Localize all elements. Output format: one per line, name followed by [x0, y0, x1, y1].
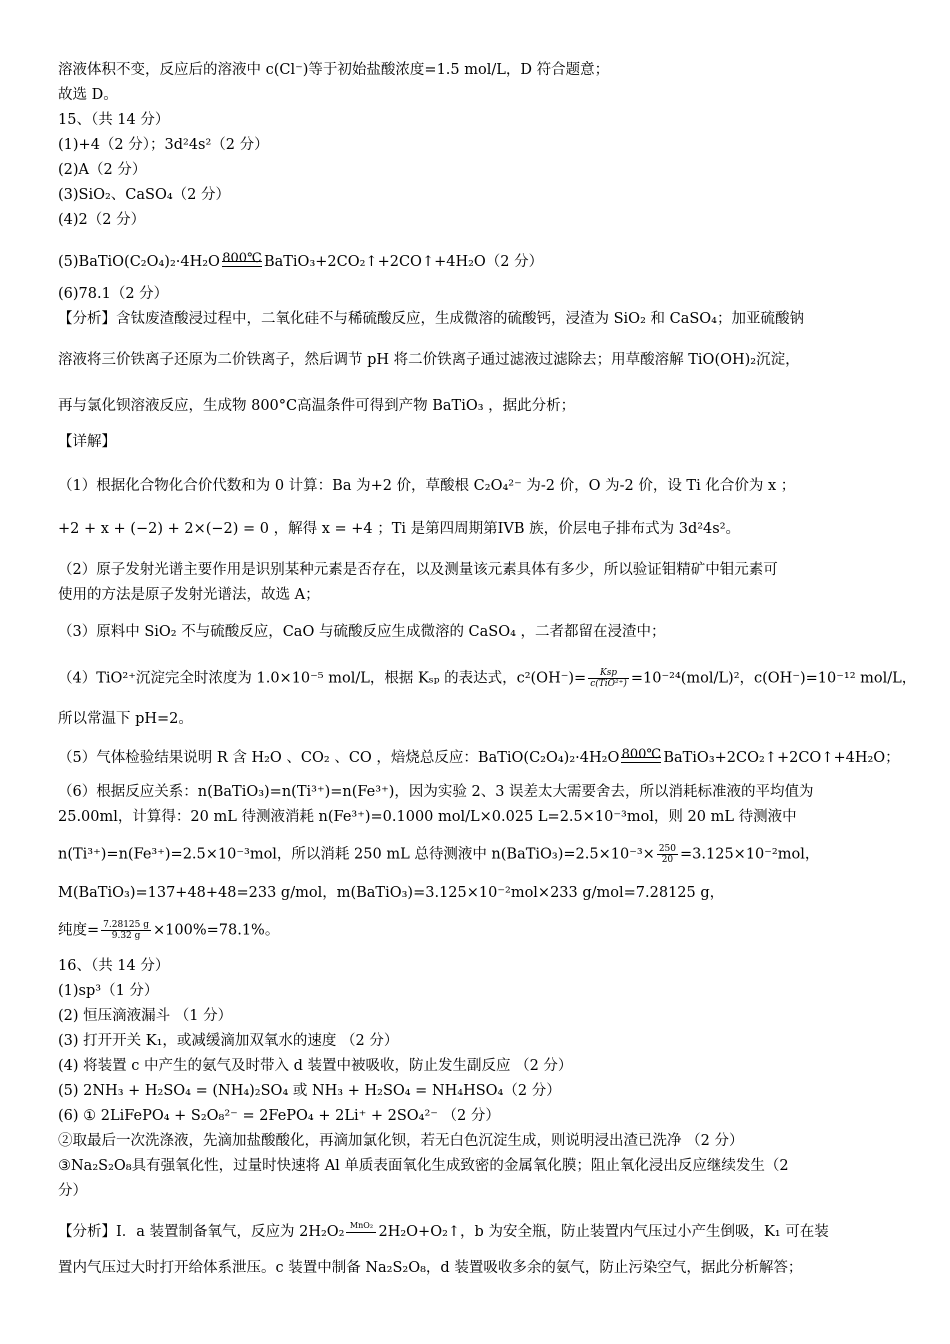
section-heading-16: 16、（共 14 分） — [58, 958, 170, 974]
detail-line: 使用的方法是原子发射光谱法，故选 A； — [58, 587, 320, 603]
detail-line: 所以常温下 pH=2。 — [58, 711, 193, 727]
detail-line: （2）原子发射光谱主要作用是识别某种元素是否存在，以及测量该元素具体有多少，所以验证钼精矿中钼元素可 — [58, 562, 778, 578]
equation-product: BaTiO₃+2CO₂↑+2CO↑+4H₂O（2 分） — [263, 254, 544, 270]
answer-line: (2) 恒压滴液漏斗 （1 分） — [58, 1008, 233, 1024]
detail-line-equation: （5）气体检验结果说明 R 含 H₂O 、CO₂ 、CO ，焙烧总反应：BaTiO(C₂O₄)₂·4H₂O 800℃ BaTiO₃+2CO₂↑+2CO↑+4H₂O； — [58, 747, 900, 766]
purity-fraction: $\frac{7.28125 g}{9.32 g}$ — [103, 920, 149, 941]
analysis-line: 再与氯化钡溶液反应，生成物 800°C高温条件可得到产物 BaTiO₃ ，据此分析； — [58, 398, 576, 414]
analysis-line: 置内气压过大时打开给体系泄压。c 装置中制备 Na₂S₂O₈，d 装置吸收多余的氨气，防止污染空气，据此分析解答； — [58, 1260, 803, 1276]
text-line: 溶液体积不变，反应后的溶液中 c(Cl⁻)等于初始盐酸浓度=1.5 mol/L，D 符合题意； — [58, 62, 610, 78]
answer-line: (3) 打开开关 K₁，或减缓滴加双氧水的速度 （2 分） — [58, 1033, 399, 1049]
analysis-line-equation: 【分析】I．a 装置制备氧气，反应为 2H₂O₂ MnO₂ 2H₂O+O₂↑，b 为安全瓶，防止装置内气压过小产生倒吸，K₁ 可在装 — [58, 1221, 829, 1240]
analysis-line: 【分析】含钛废渣酸浸过程中，二氧化硅不与稀硫酸反应，生成微溶的硫酸钙，浸渣为 SiO₂ 和 CaSO₄；加亚硫酸钠 — [58, 311, 804, 327]
answer-line: (4)2（2 分） — [58, 212, 146, 228]
detail-line-ksp: （4）TiO²⁺沉淀完全时浓度为 1.0×10⁻⁵ mol/L，根据 Kₛₚ 的表达式，c²(OH⁻)= $\frac{\text{Ksp}}{\text{c(TiO²⁺)}}$ =10⁻²⁴(mol/L)²，c(OH⁻)=10⁻¹² mol/L， — [58, 668, 917, 689]
section-heading-15: 15、（共 14 分） — [58, 112, 170, 128]
ksp-fraction: $\frac{\text{Ksp}}{\text{c(TiO²⁺)}}$ — [590, 668, 627, 689]
catalyst-condition: MnO₂ — [346, 1230, 376, 1238]
detail-line-purity: 纯度= $\frac{7.28125 g}{9.32 g}$ ×100%=78.1%。 — [58, 920, 280, 941]
answer-line: ②取最后一次洗涤液，先滴加盐酸酸化，再滴加氯化钡，若无白色沉淀生成，则说明浸出渣已洗净 （2 分） — [58, 1133, 744, 1149]
answer-line-equation — [58, 252, 543, 272]
answer-line: (2)A（2 分） — [58, 162, 147, 178]
equation-reactant: (5)BaTiO(C₂O₄)₂·4H₂O — [58, 254, 220, 270]
answer-line: (1)sp³（1 分） — [58, 983, 159, 999]
answer-line: (4) 将装置 c 中产生的氨气及时带入 d 装置中被吸收，防止发生副反应 （2 分） — [58, 1058, 573, 1074]
answer-line: (3)SiO₂、CaSO₄（2 分） — [58, 187, 231, 203]
text-line: 故选 D。 — [58, 87, 118, 103]
reaction-condition: 800℃ — [222, 251, 262, 266]
answer-line: (5) 2NH₃ + H₂SO₄ = (NH₄)₂SO₄ 或 NH₃ + H₂SO₄ = NH₄HSO₄（2 分） — [58, 1083, 561, 1099]
answer-line: 分） — [58, 1183, 87, 1199]
detail-line: （3）原料中 SiO₂ 不与硫酸反应，CaO 与硫酸反应生成微溶的 CaSO₄ ，二者都留在浸渣中； — [58, 624, 666, 640]
answer-line: (1)+4（2 分）；3d²4s²（2 分） — [58, 137, 269, 153]
answer-line: ③Na₂S₂O₈具有强氧化性，过量时快速将 Al 单质表面氧化生成致密的金属氧化膜；阻止氧化浸出反应继续发生（2 — [58, 1158, 789, 1174]
detail-line: 25.00ml，计算得：20 mL 待测液消耗 n(Fe³⁺)=0.1000 mol/L×0.025 L=2.5×10⁻³mol，则 20 mL 待测液中 — [58, 809, 797, 825]
volume-fraction: $\frac{250}{20}$ — [658, 844, 677, 865]
detail-line: （1）根据化合物化合价代数和为 0 计算：Ba 为+2 价，草酸根 C₂O₄²⁻ 为-2 价，O 为-2 价，设 Ti 化合价为 x ； — [58, 478, 796, 494]
detail-line: （6）根据反应关系：n(BaTiO₃)=n(Ti³⁺)=n(Fe³⁺)，因为实验 2、3 误差太大需要舍去，所以消耗标准液的平均值为 — [58, 784, 814, 800]
answer-line: (6)78.1（2 分） — [58, 286, 169, 302]
analysis-line: 溶液将三价铁离子还原为二价铁离子，然后调节 pH 将二价铁离子通过滤液过滤除去；用草酸溶解 TiO(OH)₂沉淀， — [58, 352, 800, 368]
detail-line: M(BaTiO₃)=137+48+48=233 g/mol，m(BaTiO₃)=3.125×10⁻²mol×233 g/mol=7.28125 g， — [58, 885, 725, 901]
detail-line: +2 + x + (−2) + 2×(−2) = 0 ，解得 x = +4 ；Ti 是第四周期第IVB 族，价层电子排布式为 3d²4s²。 — [58, 521, 741, 537]
detail-heading: 【详解】 — [58, 434, 116, 450]
reaction-condition: 800℃ — [621, 747, 661, 762]
detail-line-fraction: n(Ti³⁺)=n(Fe³⁺)=2.5×10⁻³mol，所以消耗 250 mL 总待测液中 n(BaTiO₃)=2.5×10⁻³× $\frac{250}{20}$ =3.125×10⁻²mol， — [58, 844, 820, 865]
answer-line: (6) ① 2LiFePO₄ + S₂O₈²⁻ = 2FePO₄ + 2Li⁺ + 2SO₄²⁻ （2 分） — [58, 1108, 500, 1124]
